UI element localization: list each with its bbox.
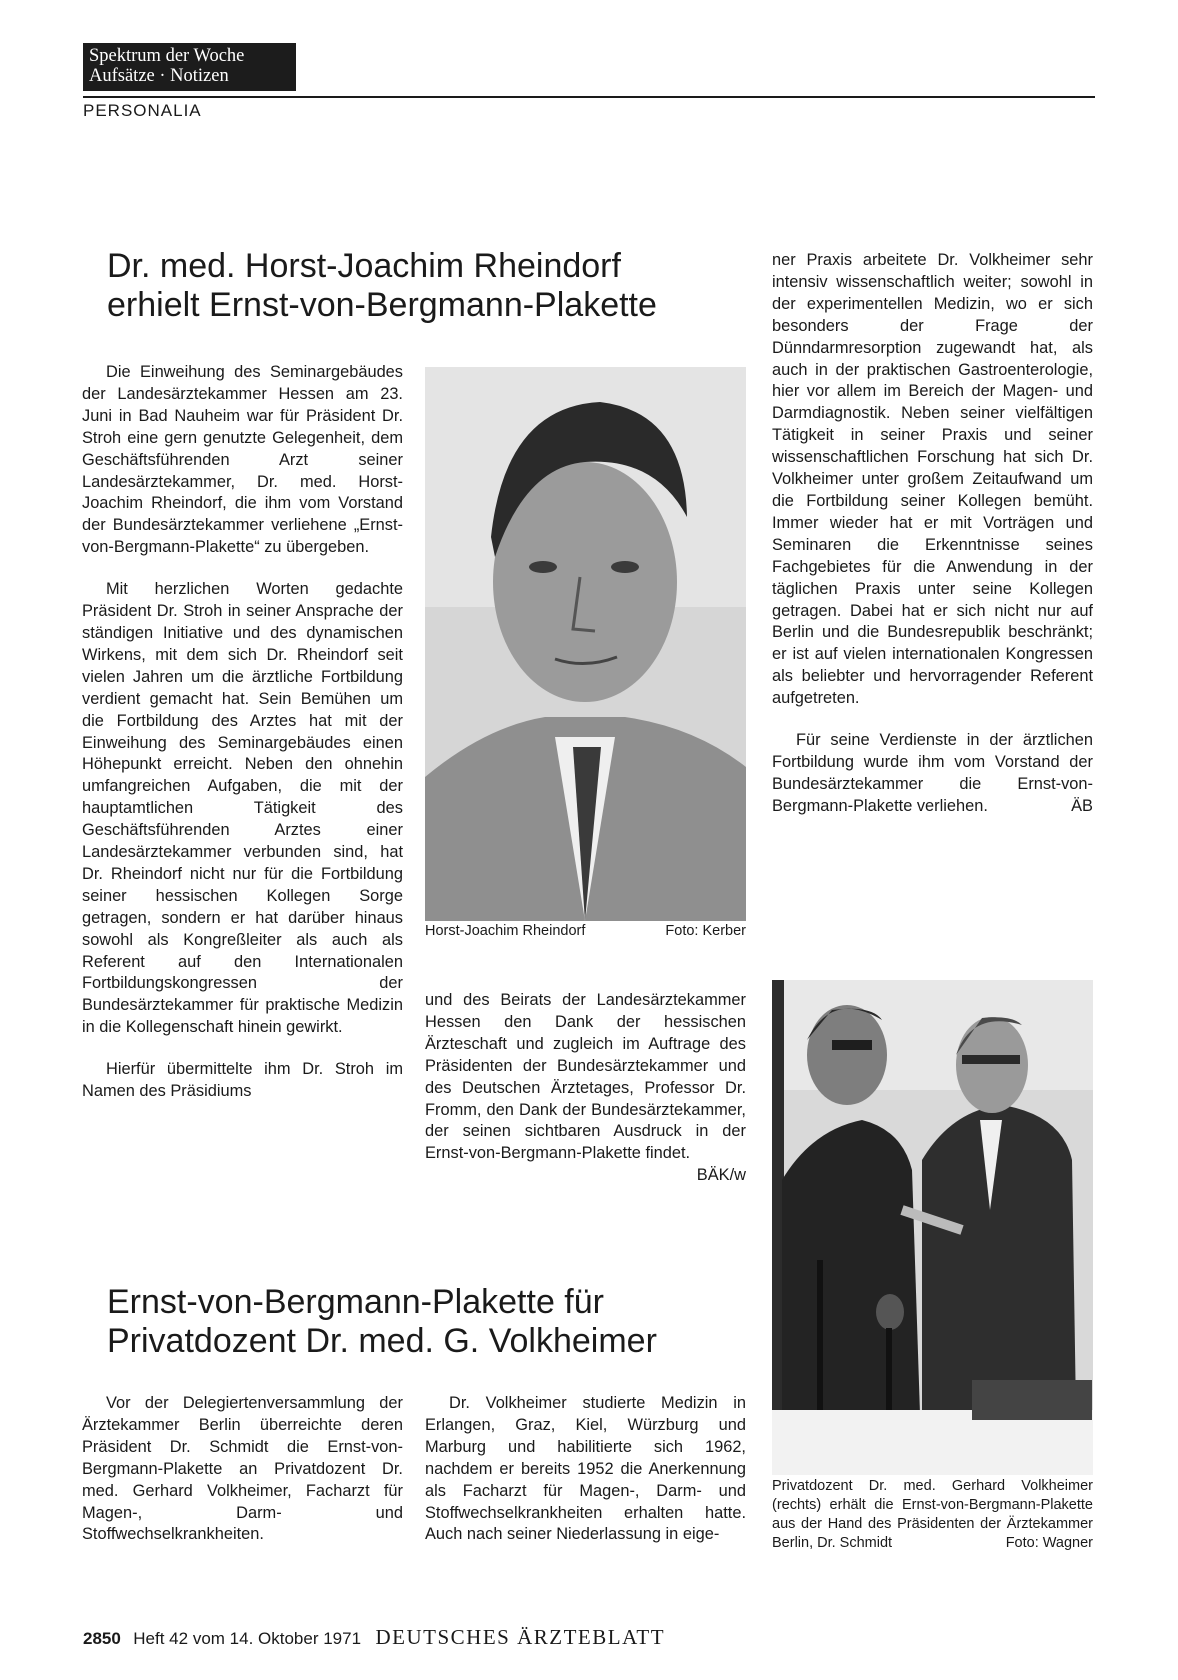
article2-title-line1: Ernst-von-Bergmann-Plakette für xyxy=(107,1283,604,1321)
ceremony-photo-image xyxy=(772,980,1093,1475)
portrait-caption-text: Horst-Joachim Rheindorf xyxy=(425,923,586,939)
portrait-photo xyxy=(425,367,746,921)
article1-paragraph-2: Mit herzlichen Worten gedachte Präsident Dr. Stroh in seiner Ansprache der ständigen Initiative und des dynamischen Wirkens, mit dem sich Dr. Rheindorf seit vielen Jahren um die ärztliche Fortbildung verdient gemacht hat. Sein Bemühen um die Fortbildung des Arztes hat mit der Einweihung des Seminargebäudes einen Höhepunkt erreicht. Neben den ohnehin umfangreichen Aufgaben, die mit der hauptamtlichen Tätigkeit des Geschäftsführenden Arztes einer Landesärztekammer verbunden sind, hat Dr. Rheindorf nicht nur für die Fortbildung seiner hessischen Kollegen Sorge getragen, sondern er hat darüber hinaus sowohl als Kongreßleiter als auch als Referent auf den Internationalen Fortbildungskongressen der Bundesärztekammer für praktische Medizin in die Kollegenschaft hinein gewirkt. xyxy=(82,580,403,1037)
journal-name: DEUTSCHES ÄRZTEBLATT xyxy=(375,1625,666,1649)
article1-paragraph-4-text: und des Beirats der Landesärztekammer Hessen den Dank der hessischen Ärzteschaft und zugleich im Auftrage des Präsidenten der Bundesärztekammer und des Deutschen Ärztetages, Professor Dr. Fromm, den Dank der Bundesärztekammer, der seinen sichtbaren Ausdruck in der Ernst-von-Bergmann-Plakette findet. xyxy=(425,991,746,1163)
article2-column-3 xyxy=(772,250,1093,818)
article2-paragraph-4 xyxy=(772,730,1093,818)
article1-title-line1: Dr. med. Horst-Joachim Rheindorf xyxy=(107,247,621,285)
article2-title-line2: Privatdozent Dr. med. G. Volkheimer xyxy=(107,1322,657,1360)
ceremony-caption-text: Privatdozent Dr. med. Gerhard Volkheimer (rechts) erhält die Ernst-von-Bergmann-Plakette aus der Hand des Präsidenten der Ärztekammer Berlin, Dr. Schmidt xyxy=(772,1478,1093,1551)
article2-column-1 xyxy=(82,1393,403,1546)
article1-column-1 xyxy=(82,362,403,1103)
article1-title-line2: erhielt Ernst-von-Bergmann-Plakette xyxy=(107,286,657,324)
portrait-photo-image xyxy=(425,367,746,921)
article2-paragraph-3: ner Praxis arbeitete Dr. Volkheimer sehr intensiv wissenschaftlich weiter; sowohl in der experimentellen Medizin, wo er sich besonders der Frage der Dünndarmresorption zugewandt hat, als auch in der praktischen Gastroenterologie, hier vor allem im Bereich der Magen- und Darmdiagnostik. Neben seiner vielfältigen Tätigkeit in seiner Praxis und seiner wissenschaftlichen Forschung hat sich Dr. Volkheimer unter großem Zeitaufwand um die Fortbildung seiner Kollegen bemüht. Immer wieder hat er mit Vorträgen und Seminaren die Erkenntnisse seines Fachgebietes für die Anwendung in der täglichen Praxis unter seine Kollegen getragen. Dabei hat er sich nicht nur auf Berlin und die Bundesrepublik beschränkt; er ist auf vielen internationalen Kongressen als beliebter und hervorragender Referent aufgetreten. xyxy=(772,251,1093,708)
ceremony-photo-credit: Foto: Wagner xyxy=(1005,1535,1093,1551)
article1-signature: BÄK/w xyxy=(696,1166,746,1185)
article2-column-2 xyxy=(425,1393,746,1546)
section-badge xyxy=(83,43,296,91)
page-number: 2850 xyxy=(83,1629,121,1648)
issue-info: Heft 42 vom 14. Oktober 1971 xyxy=(133,1629,362,1648)
article1-column-2 xyxy=(425,990,746,1187)
badge-line-1: Spektrum der Woche xyxy=(89,46,245,66)
article1-title xyxy=(107,247,657,325)
portrait-caption xyxy=(425,922,746,941)
page-footer xyxy=(83,1625,665,1650)
article1-paragraph-3: Hierfür übermittelte ihm Dr. Stroh im Namen des Präsidiums xyxy=(82,1060,403,1101)
article2-paragraph-1: Vor der Delegiertenversammlung der Ärztekammer Berlin überreichte deren Präsident Dr. Schmidt die Ernst-von-Bergmann-Plakette an Privatdozent Dr. med. Gerhard Volkheimer, Facharzt für Magen-, Darm- und Stoffwechselkrankheiten. xyxy=(82,1394,403,1544)
article2-signature: ÄB xyxy=(1071,796,1093,815)
section-label: PERSONALIA xyxy=(83,101,202,120)
article2-title xyxy=(107,1283,657,1361)
ceremony-photo xyxy=(772,980,1093,1475)
ceremony-caption xyxy=(772,1477,1093,1553)
top-rule xyxy=(83,96,1095,98)
article2-paragraph-4-text: Für seine Verdienste in der ärztlichen Fortbildung wurde ihm vom Vorstand der Bundesärztekammer die Ernst-von-Bergmann-Plakette verliehen. xyxy=(772,731,1093,815)
article1-paragraph-4 xyxy=(425,990,746,1185)
portrait-photo-credit: Foto: Kerber xyxy=(665,923,746,939)
badge-line-2: Aufsätze · Notizen xyxy=(89,66,229,86)
article2-paragraph-2: Dr. Volkheimer studierte Medizin in Erlangen, Graz, Kiel, Würzburg und Marburg und habilitierte sich 1962, nachdem er bereits 1952 die Anerkennung als Facharzt für Magen-, Darm- und Stoffwechselkrankheiten erhalten hatte. Auch nach seiner Niederlassung in eige- xyxy=(425,1394,746,1544)
article1-paragraph-1: Die Einweihung des Seminargebäudes der Landesärztekammer Hessen am 23. Juni in Bad Nauheim war für Präsident Dr. Stroh eine gern genutzte Gelegenheit, dem Geschäftsführenden Arzt seiner Landesärztekammer, Dr. med. Horst-Joachim Rheindorf, die ihm vom Vorstand der Bundesärztekammer verliehene „Ernst-von-Bergmann-Plakette“ zu übergeben. xyxy=(82,363,403,557)
